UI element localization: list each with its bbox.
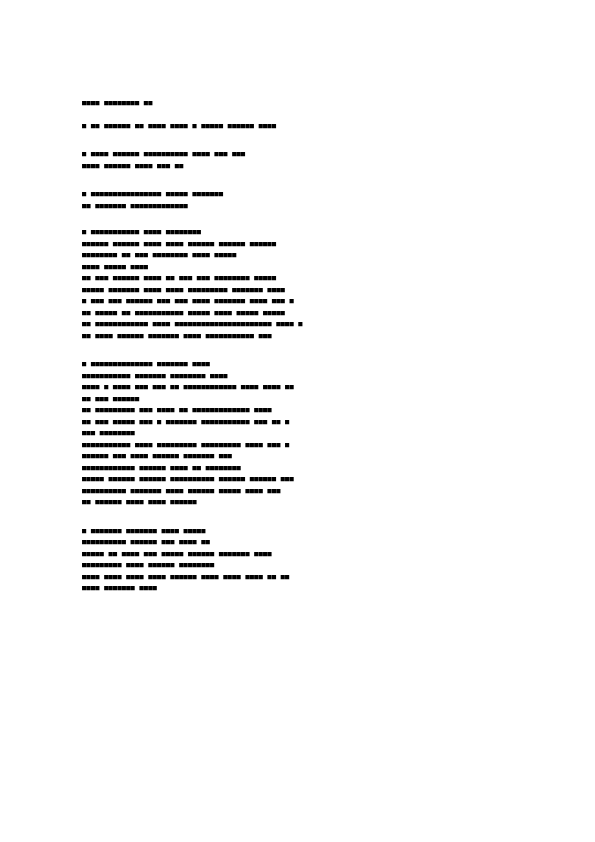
section5-line: ■■■■■■■■■ ■■■■ ■■■■■■ ■■■■■■■■ bbox=[82, 561, 215, 569]
section3-line: ■■ ■■■ ■■■■■■ ■■■■ ■■ ■■■ ■■■ ■■■■■■■■ ■■■■■ bbox=[82, 274, 277, 282]
section4-line: ■■■ ■■■■■■■■ bbox=[82, 429, 135, 437]
section3-line: ■■ ■■■■■ ■■ ■■■■■■■■■■■ ■■■■■ ■■■■ ■■■■■ ■■■■■ bbox=[82, 308, 286, 317]
section4-line: ■■■■■■■■■■■ ■■■■ ■■■■■■■■■ ■■■■■■■■■ ■■■■ ■■■ ■ bbox=[82, 440, 290, 449]
section5-line: ■■■■ ■■■■ ■■■■ ■■■■ ■■■■■■ ■■■■ ■■■■ ■■■■ ■■ ■■ bbox=[82, 572, 290, 581]
section5-line: ■■■■■■■■■■ ■■■■■■ ■■■ ■■■■ ■■ bbox=[82, 538, 211, 546]
section4-line: ■■ ■■■ ■■■■■■ bbox=[82, 394, 140, 403]
section5-heading: ■ ■■■■■■■ ■■■■■■■ ■■■■ ■■■■■ bbox=[82, 526, 206, 535]
section4-line: ■■ ■■■ ■■■■■ ■■■ ■ ■■■■■■■ ■■■■■■■■■■■ ■■■ ■■ ■ bbox=[82, 417, 290, 426]
section3-line: ■■■■■■■■ ■■ ■■■ ■■■■■■■■ ■■■■ ■■■■■ bbox=[82, 251, 237, 259]
section4-line: ■■■■■■ ■■■ ■■■■ ■■■■■■ ■■■■■■■ ■■■ bbox=[82, 452, 233, 460]
document-body bbox=[82, 98, 512, 595]
section5-line: ■■■■ ■■■■■■■ ■■■■ bbox=[82, 584, 158, 592]
section3-line: ■■■■ ■■■■■ ■■■■ bbox=[82, 262, 149, 271]
document-title: ■■■■ ■■■■■■■■ ■■ bbox=[82, 99, 153, 107]
section4-line: ■■■■■■■■■■■ ■■■■■■■ ■■■■■■■■ ■■■■ bbox=[82, 371, 228, 380]
section2-line: ■ ■■■■■■■■■■■■■■■■ ■■■■■ ■■■■■■■ bbox=[82, 190, 224, 198]
section4-line: ■■ ■■■■■■ ■■■■ ■■■■ ■■■■■■ bbox=[82, 498, 197, 506]
section4-line: ■■■■■ ■■■■■■ ■■■■■■ ■■■■■■■■■■ ■■■■■■ ■■■■■■ ■■■ bbox=[82, 475, 294, 483]
section3-line: ■■ ■■■■ ■■■■■■ ■■■■■■■ ■■■■ ■■■■■■■■■■■ ■■■ bbox=[82, 331, 272, 340]
section4-line: ■■■■ ■ ■■■■ ■■■ ■■■ ■■ ■■■■■■■■■■■■ ■■■■ ■■■■ ■■ bbox=[82, 383, 294, 391]
section4-line: ■■■■■■■■■■■■ ■■■■■■ ■■■■ ■■ ■■■■■■■■ bbox=[82, 463, 241, 472]
section1-line: ■■■■ ■■■■■■ ■■■■ ■■■ ■■ bbox=[82, 161, 184, 170]
section3-line: ■■■■■■ ■■■■■■ ■■■■ ■■■■ ■■■■■■ ■■■■■■ ■■■■■■ bbox=[82, 239, 277, 248]
section3-heading: ■ ■■■■■■■■■■■ ■■■■ ■■■■■■■■ bbox=[82, 228, 202, 236]
section1-line: ■ ■■■■ ■■■■■■ ■■■■■■■■■■ ■■■■ ■■■ ■■■ bbox=[82, 150, 246, 158]
section3-line: ■ ■■■ ■■■ ■■■■■■ ■■■ ■■■ ■■■■ ■■■■■■■ ■■■■ ■■■ ■ bbox=[82, 297, 294, 305]
section3-line: ■■■■■ ■■■■■■■ ■■■■ ■■■■ ■■■■■■■■■ ■■■■■■■ ■■■■ bbox=[82, 285, 286, 294]
section4-heading: ■ ■■■■■■■■■■■■■■ ■■■■■■■ ■■■■ bbox=[82, 360, 211, 368]
section3-line: ■■ ■■■■■■■■■■■■ ■■■■ ■■■■■■■■■■■■■■■■■■■■■■ ■■■■ ■ bbox=[82, 320, 303, 328]
section2-line: ■■ ■■■■■■■ ■■■■■■■■■■■■■ bbox=[82, 201, 188, 210]
intro-line: ■ ■■ ■■■■■■ ■■ ■■■■ ■■■■ ■ ■■■■■ ■■■■■■ ■■■■ bbox=[82, 121, 277, 130]
section5-line: ■■■■■ ■■ ■■■■ ■■■ ■■■■■ ■■■■■■ ■■■■■■■ ■■■■ bbox=[82, 549, 272, 558]
section4-line: ■■ ■■■■■■■■■ ■■■ ■■■■ ■■ ■■■■■■■■■■■■■ ■■■■ bbox=[82, 406, 272, 414]
section4-line: ■■■■■■■■■■ ■■■■■■■ ■■■■ ■■■■■■ ■■■■■ ■■■■ ■■■ bbox=[82, 486, 281, 495]
